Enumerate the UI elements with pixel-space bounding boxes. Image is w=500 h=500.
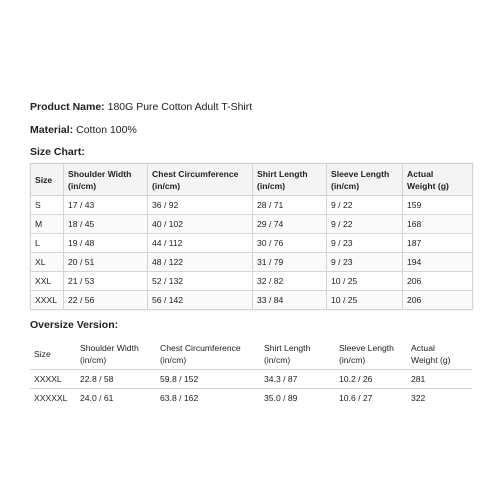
oversize-size-cell: XXXXXL — [34, 393, 68, 403]
oversize-header-cell — [30, 338, 76, 370]
oversize-header-cell — [156, 338, 260, 370]
size-chart-value-cell: 187 — [403, 234, 473, 253]
oversize-value-cell: 22.8 / 58 — [76, 370, 156, 389]
size-chart-value-cell: 30 / 76 — [253, 234, 327, 253]
table-row — [31, 272, 473, 291]
material-label: Material: — [30, 124, 74, 136]
table-row — [31, 196, 473, 215]
oversize-value-cell: 322 — [411, 393, 426, 403]
size-chart-header-text: Size — [35, 174, 53, 185]
oversize-header-cell — [260, 338, 335, 370]
size-chart-header-cell — [148, 164, 253, 196]
oversize-header-text: Sleeve Length — [339, 342, 394, 353]
size-chart-value-cell: 168 — [403, 215, 473, 234]
table-row — [31, 215, 473, 234]
size-chart-value-cell: 29 / 74 — [253, 215, 327, 234]
size-chart-title: Size Chart: — [30, 146, 85, 158]
size-chart-value-cell: 28 / 71 — [253, 196, 327, 215]
size-chart-value-cell: 32 / 82 — [253, 272, 327, 291]
oversize-body — [30, 370, 472, 408]
table-row — [31, 253, 473, 272]
oversize-header-text: (in/cm) — [339, 354, 366, 365]
size-chart-value-cell: 9 / 23 — [327, 253, 403, 272]
size-chart-header-cell — [327, 164, 403, 196]
oversize-header-text: Weight (g) — [411, 354, 451, 365]
oversize-header-text: (in/cm) — [160, 354, 187, 365]
oversize-value-cell: 59.8 / 152 — [156, 370, 260, 389]
oversize-header-text: Shoulder Width — [80, 342, 139, 353]
size-chart-value-cell: 48 / 122 — [148, 253, 253, 272]
oversize-header-text: (in/cm) — [80, 354, 107, 365]
size-chart-header-row — [31, 164, 473, 196]
oversize-header-row — [30, 338, 472, 370]
oversize-header-text: Size — [34, 348, 51, 359]
product-name-label: Product Name: — [30, 101, 105, 113]
oversize-value-cell: 24.0 / 61 — [80, 393, 114, 403]
size-chart-value-cell: 159 — [403, 196, 473, 215]
size-chart-header-text: Shoulder Width — [68, 168, 132, 179]
size-chart-body — [31, 196, 473, 310]
oversize-value-cell: 35.0 / 89 — [264, 393, 298, 403]
size-chart-value-cell: 20 / 51 — [64, 253, 148, 272]
size-chart-value-cell: 33 / 84 — [253, 291, 327, 310]
oversize-header-text: Actual — [411, 342, 435, 353]
size-chart-header-cell — [403, 164, 473, 196]
product-spec-sheet — [30, 100, 472, 407]
size-chart-value-cell: 17 / 43 — [64, 196, 148, 215]
size-chart-value-cell: 10 / 25 — [327, 272, 403, 291]
table-row — [31, 234, 473, 253]
size-chart-header-text: (in/cm) — [331, 180, 360, 191]
oversize-value-cell: 281 — [407, 370, 472, 389]
material-value: Cotton 100% — [76, 124, 137, 136]
size-chart-header-text: (in/cm) — [152, 180, 181, 191]
oversize-header-cell — [76, 338, 156, 370]
size-chart-value-cell: 44 / 112 — [148, 234, 253, 253]
oversize-header-cell — [335, 338, 407, 370]
product-name-value: 180G Pure Cotton Adult T-Shirt — [107, 101, 253, 113]
table-row — [30, 389, 472, 408]
oversize-header-text: (in/cm) — [264, 354, 291, 365]
size-chart-header-cell — [253, 164, 327, 196]
size-chart-header-text: Chest Circumference — [152, 168, 239, 179]
size-chart-value-cell: 56 / 142 — [148, 291, 253, 310]
oversize-table — [30, 338, 472, 407]
size-chart-value-cell: 18 / 45 — [64, 215, 148, 234]
size-chart-value-cell: 194 — [403, 253, 473, 272]
oversize-value-cell: 34.3 / 87 — [260, 370, 335, 389]
oversize-header-text: Shirt Length — [264, 342, 311, 353]
size-chart-value-cell: 40 / 102 — [148, 215, 253, 234]
size-chart-size-cell: XXL — [31, 272, 64, 291]
size-chart-value-cell: 10 / 25 — [327, 291, 403, 310]
size-chart-header-text: (in/cm) — [68, 180, 97, 191]
size-chart-value-cell: 21 / 53 — [64, 272, 148, 291]
size-chart-value-cell: 206 — [403, 291, 473, 310]
oversize-header-text: Chest Circumference — [160, 342, 241, 353]
oversize-size-cell: XXXXL — [30, 370, 76, 389]
size-chart-size-cell: M — [31, 215, 64, 234]
size-chart-header-text: Sleeve Length — [331, 168, 390, 179]
oversize-header-cell — [407, 338, 472, 370]
table-row — [30, 370, 472, 389]
oversize-title: Oversize Version: — [30, 319, 119, 331]
size-chart-value-cell: 22 / 56 — [64, 291, 148, 310]
size-chart-value-cell: 9 / 23 — [327, 234, 403, 253]
oversize-value-cell: 10.2 / 26 — [335, 370, 407, 389]
size-chart-header-text: (in/cm) — [257, 180, 286, 191]
size-chart-size-cell: L — [31, 234, 64, 253]
material-line — [30, 123, 472, 137]
size-chart-value-cell: 36 / 92 — [148, 196, 253, 215]
size-chart-value-cell: 9 / 22 — [327, 215, 403, 234]
size-chart-size-cell: XL — [31, 253, 64, 272]
size-chart-header-text: Shirt Length — [257, 168, 308, 179]
size-chart-header-text: Actual — [407, 168, 434, 179]
size-chart-header-text: Weight (g) — [407, 180, 449, 191]
size-chart-value-cell: 9 / 22 — [327, 196, 403, 215]
size-chart-header-cell — [31, 164, 64, 196]
size-chart-size-cell: XXXL — [31, 291, 64, 310]
size-chart-value-cell: 31 / 79 — [253, 253, 327, 272]
size-chart-size-cell: S — [31, 196, 64, 215]
oversize-value-cell: 10.6 / 27 — [339, 393, 373, 403]
size-chart-value-cell: 206 — [403, 272, 473, 291]
table-row — [31, 291, 473, 310]
size-chart-value-cell: 19 / 48 — [64, 234, 148, 253]
size-chart-header-cell — [64, 164, 148, 196]
oversize-value-cell: 63.8 / 162 — [160, 393, 199, 403]
size-chart-table — [30, 163, 473, 310]
product-name-line — [30, 100, 472, 114]
size-chart-value-cell: 52 / 132 — [148, 272, 253, 291]
